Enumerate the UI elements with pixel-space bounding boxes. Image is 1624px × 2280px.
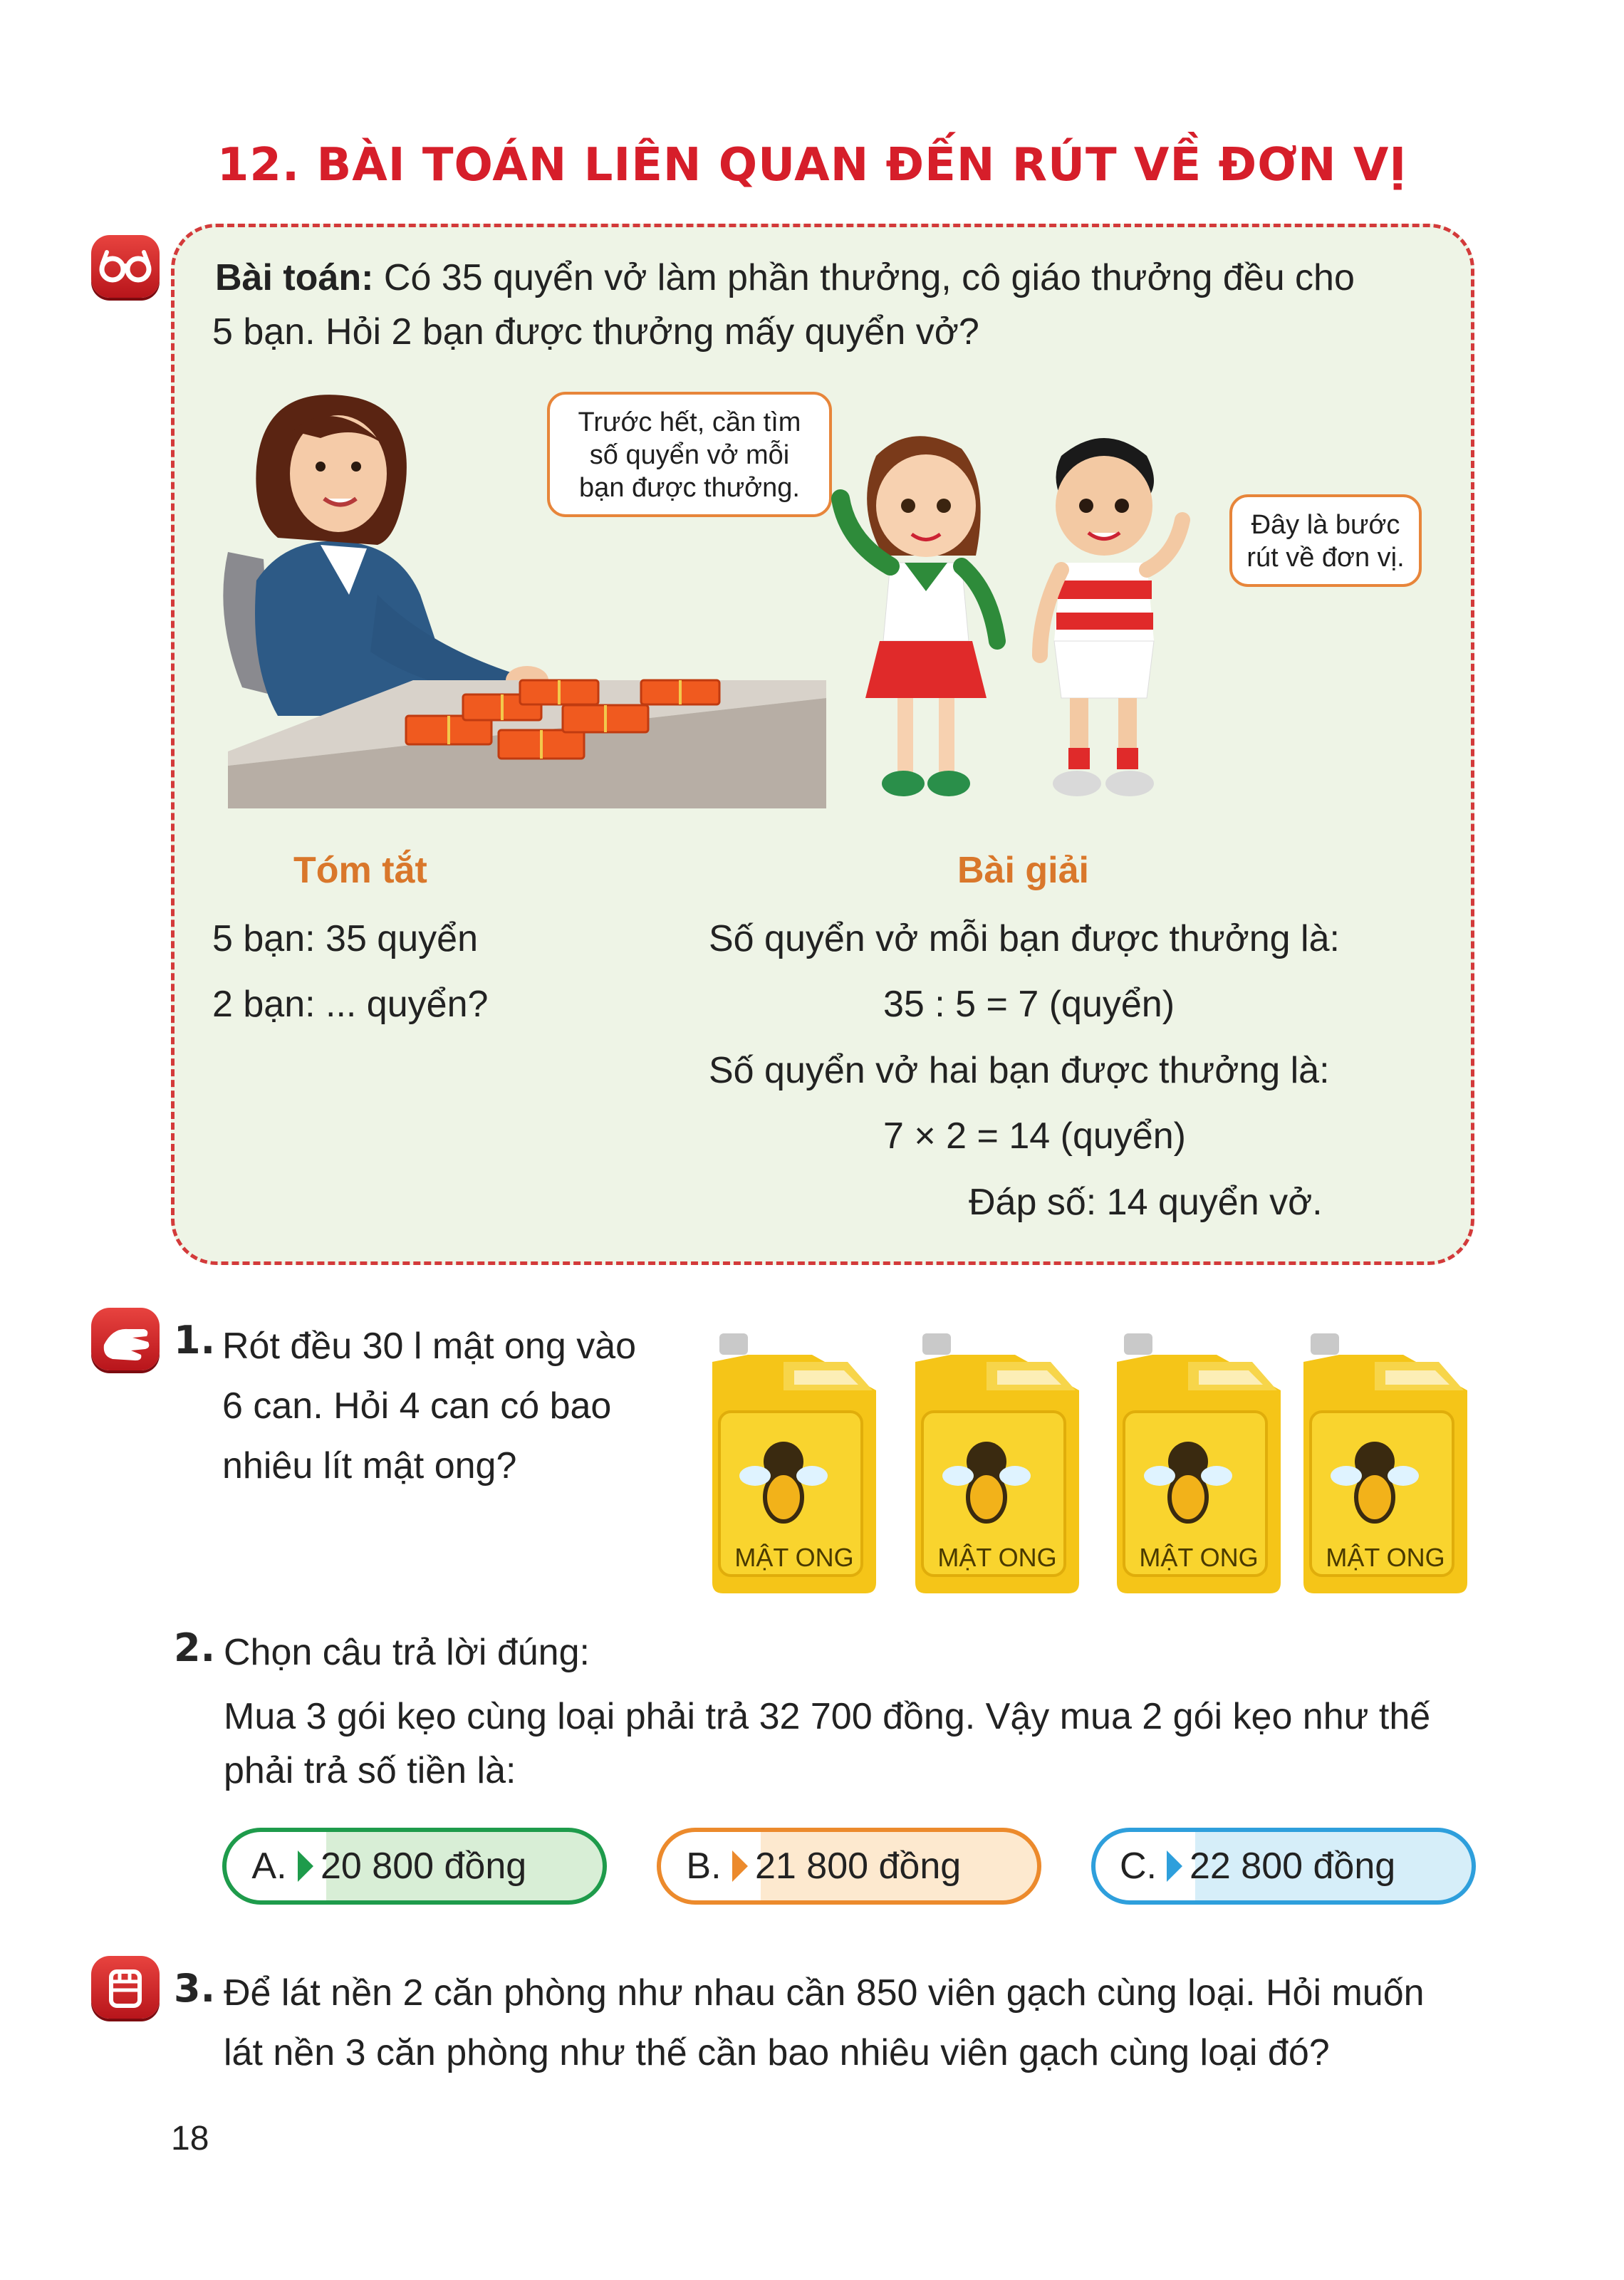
solution-line-4: 7 × 2 = 14 (quyển) — [883, 1115, 1186, 1157]
honey-cans — [705, 1333, 1474, 1597]
solution-line-1: Số quyển vở mỗi bạn được thưởng là: — [709, 918, 1340, 959]
bubble-boy-line-2: rút về đơn vị. — [1246, 543, 1405, 573]
can-label: MẬT ONG — [1139, 1543, 1259, 1572]
exercise-1-line-1: Rót đều 30 l mật ong vào — [222, 1326, 637, 1367]
girl-speech-bubble — [547, 392, 832, 517]
exercise-1-line-3: nhiêu lít mật ong? — [222, 1445, 517, 1487]
page-title: 12. BÀI TOÁN LIÊN QUAN ĐẾN RÚT VỀ ĐƠN VỊ — [217, 139, 1407, 192]
summary-line-2: 2 bạn: ... quyển? — [212, 984, 489, 1025]
can-label: MẬT ONG — [734, 1543, 854, 1572]
bubble-boy-line-1: Đây là bước — [1251, 510, 1400, 540]
fist-icon — [91, 1956, 160, 2019]
solution-heading: Bài giải — [957, 850, 1089, 891]
solution-line-2: 35 : 5 = 7 (quyển) — [883, 984, 1175, 1025]
option-c-arrow-icon — [1167, 1850, 1182, 1882]
exercise-2-line-2: phải trả số tiền là: — [224, 1750, 516, 1791]
can-label: MẬT ONG — [937, 1543, 1057, 1572]
option-a[interactable] — [222, 1828, 607, 1905]
option-b[interactable] — [657, 1828, 1041, 1905]
bubble-girl-line-3: bạn được thưởng. — [579, 473, 800, 503]
exercise-2-number: 2. — [174, 1625, 216, 1670]
summary-heading: Tóm tắt — [293, 850, 427, 891]
exercise-3-line-1: Để lát nền 2 căn phòng như nhau cần 850 viên gạch cùng loại. Hỏi muốn — [224, 1972, 1425, 2014]
exercise-2-instruction: Chọn câu trả lời đúng: — [224, 1632, 590, 1673]
bubble-girl-line-2: số quyển vở mỗi — [589, 440, 790, 470]
practice-hand-icon — [91, 1308, 160, 1370]
option-b-letter: B. — [686, 1846, 722, 1887]
option-c-letter: C. — [1120, 1846, 1157, 1887]
glasses-icon — [91, 235, 160, 298]
problem-line-1 — [215, 251, 1355, 305]
summary-line-1: 5 bạn: 35 quyển — [212, 918, 478, 959]
solution-line-3: Số quyển vở hai bạn được thưởng là: — [709, 1050, 1330, 1091]
honey-can — [1110, 1333, 1288, 1597]
children-illustration — [819, 413, 1204, 812]
boy-speech-bubble — [1229, 494, 1422, 587]
honey-can — [908, 1333, 1086, 1597]
exercise-3-line-2: lát nền 3 căn phòng như thế cần bao nhiêu viên gạch cùng loại đó? — [224, 2032, 1330, 2073]
problem-text-1: Có 35 quyển vở làm phần thưởng, cô giáo thưởng đều cho — [383, 257, 1355, 298]
exercise-3-number: 3. — [174, 1966, 216, 2011]
exercise-1-line-2: 6 can. Hỏi 4 can có bao — [222, 1385, 612, 1427]
exercise-2-line-1: Mua 3 gói kẹo cùng loại phải trả 32 700 đồng. Vậy mua 2 gói kẹo như thế — [224, 1696, 1431, 1737]
solution-answer: Đáp số: 14 quyển vở. — [969, 1182, 1323, 1223]
option-b-value: 21 800 đồng — [755, 1846, 962, 1887]
option-c-value: 22 800 đồng — [1190, 1846, 1396, 1887]
option-c[interactable] — [1091, 1828, 1476, 1905]
option-a-letter: A. — [251, 1846, 287, 1887]
page-number: 18 — [171, 2120, 209, 2157]
exercise-1-number: 1. — [174, 1318, 216, 1363]
option-a-arrow-icon — [298, 1850, 313, 1882]
bubble-girl-line-1: Trước hết, cần tìm — [578, 407, 801, 437]
problem-label: Bài toán: — [215, 257, 374, 298]
can-label: MẬT ONG — [1326, 1543, 1445, 1572]
honey-can — [1296, 1333, 1474, 1597]
option-a-value: 20 800 đồng — [321, 1846, 527, 1887]
problem-line-2: 5 bạn. Hỏi 2 bạn được thưởng mấy quyển vở? — [212, 311, 979, 353]
honey-can — [705, 1333, 883, 1597]
option-b-arrow-icon — [732, 1850, 748, 1882]
